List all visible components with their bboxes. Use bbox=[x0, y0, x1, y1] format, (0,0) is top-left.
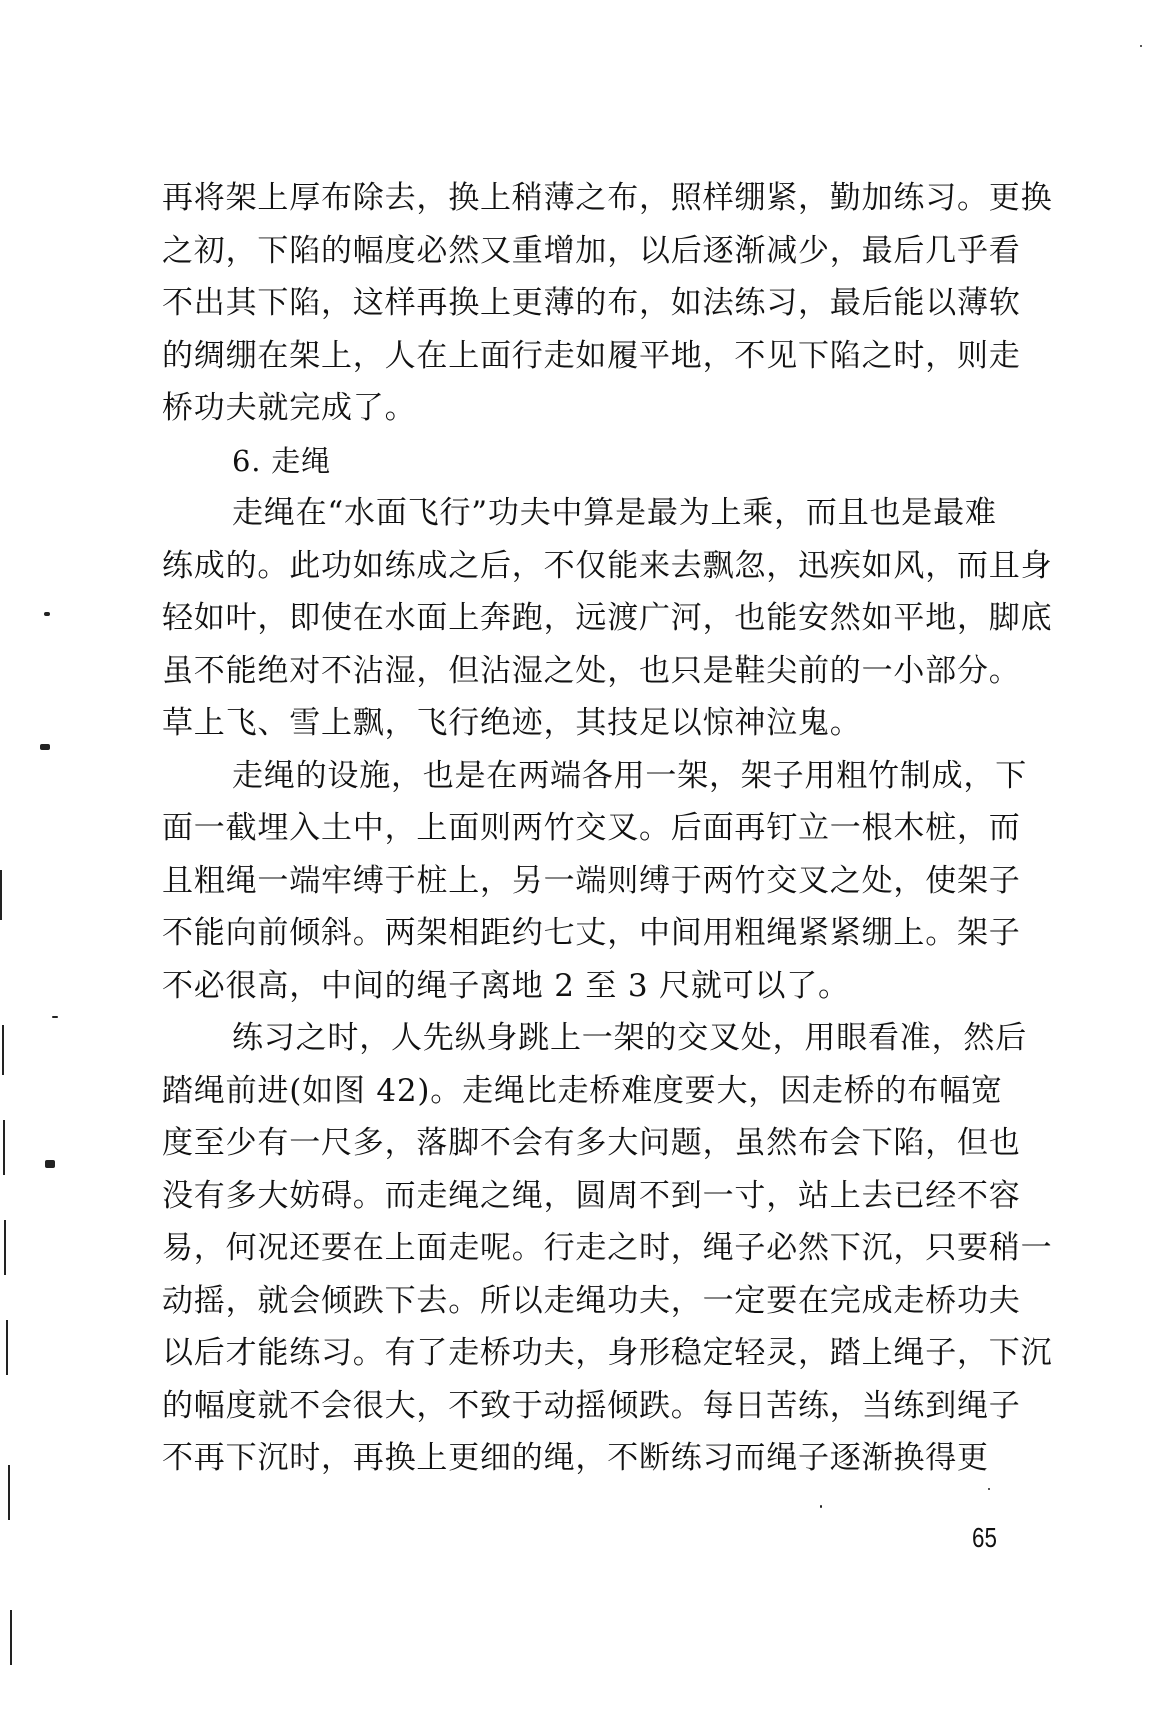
paragraph-start: 走绳在“水面飞行”功夫中算是最为上乘，而且也是最难 bbox=[232, 495, 997, 531]
scan-edge-mark bbox=[2, 1025, 4, 1075]
scan-speck bbox=[988, 1488, 990, 1490]
scan-speck bbox=[40, 744, 50, 750]
text-line: 没有多大妨碍。而走绳之绳，圆周不到一寸，站上去已经不容 bbox=[162, 1177, 1021, 1214]
text-line: 动摇，就会倾跌下去。所以走绳功夫，一定要在完成走桥功夫 bbox=[162, 1282, 1021, 1319]
page-number: 65 bbox=[972, 1522, 997, 1553]
paragraph-start: 练习之时，人先纵身跳上一架的交叉处，用眼看准，然后 bbox=[232, 1020, 1027, 1056]
scan-speck bbox=[820, 1505, 822, 1508]
text-line: 的绸绷在架上，人在上面行走如履平地，不见下陷之时，则走 bbox=[162, 337, 1021, 374]
text-line: 之初，下陷的幅度必然又重增加，以后逐渐减少，最后几乎看 bbox=[162, 232, 1021, 269]
scan-edge-mark bbox=[3, 1120, 5, 1175]
scan-edge-mark bbox=[10, 1610, 12, 1665]
scan-speck bbox=[52, 1016, 58, 1018]
paragraph-start: 走绳的设施，也是在两端各用一架，架子用粗竹制成，下 bbox=[232, 757, 1027, 794]
scan-speck bbox=[44, 612, 50, 616]
text-line: 不再下沉时，再换上更细的绳，不断练习而绳子逐渐换得更 bbox=[162, 1440, 989, 1476]
text-line: 再将架上厚布除去，换上稍薄之布，照样绷紧，勤加练习。更换 bbox=[162, 180, 1053, 216]
text-line: 不出其下陷，这样再换上更薄的布，如法练习，最后能以薄软 bbox=[162, 285, 1021, 321]
text-line: 练成的。此功如练成之后，不仅能来去飘忽，迅疾如风，而且身 bbox=[162, 547, 1053, 584]
text-line: 度至少有一尺多，落脚不会有多大问题，虽然布会下陷，但也 bbox=[162, 1125, 1021, 1161]
text-line: 面一截埋入土中，上面则两竹交叉。后面再钉立一根木桩，而 bbox=[162, 810, 1021, 846]
text-line: 的幅度就不会很大，不致于动摇倾跌。每日苦练，当练到绳子 bbox=[162, 1387, 1021, 1424]
scan-speck bbox=[45, 1160, 55, 1168]
scan-edge-mark bbox=[0, 870, 2, 920]
text-line: 以后才能练习。有了走桥功夫，身形稳定轻灵，踏上绳子，下沉 bbox=[162, 1335, 1053, 1371]
text-line: 易，何况还要在上面走呢。行走之时，绳子必然下沉，只要稍一 bbox=[162, 1230, 1053, 1266]
text-line: 且粗绳一端牢缚于桩上，另一端则缚于两竹交叉之处，使架子 bbox=[162, 862, 1021, 899]
text-line: 草上飞、雪上飘，飞行绝迹，其技足以惊神泣鬼。 bbox=[162, 705, 862, 741]
text-line: 不能向前倾斜。两架相距约七丈，中间用粗绳紧紧绷上。架子 bbox=[162, 915, 1021, 951]
text-line: 踏绳前进(如图 42)。走绳比走桥难度要大，因走桥的布幅宽 bbox=[162, 1072, 1003, 1109]
text-line: 不必很高，中间的绳子离地 2 至 3 尺就可以了。 bbox=[162, 967, 850, 1004]
scan-edge-mark bbox=[6, 1320, 8, 1375]
scan-edge-mark bbox=[8, 1465, 10, 1520]
section-heading: 6. 走绳 bbox=[232, 443, 331, 478]
text-line: 轻如叶，即使在水面上奔跑，远渡广河，也能安然如平地，脚底 bbox=[162, 600, 1053, 636]
scan-edge-mark bbox=[4, 1220, 6, 1275]
text-line: 虽不能绝对不沾湿，但沾湿之处，也只是鞋尖前的一小部分。 bbox=[162, 652, 1021, 689]
text-line: 桥功夫就完成了。 bbox=[162, 390, 417, 426]
body-text bbox=[162, 172, 1062, 1485]
scan-speck bbox=[1140, 45, 1142, 47]
